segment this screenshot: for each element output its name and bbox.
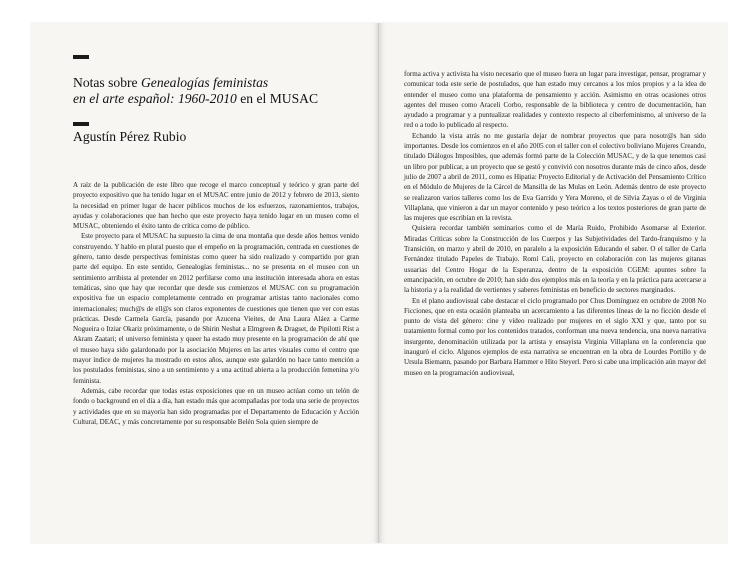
paragraph: forma activa y activista ha visto necesario que el museo fuera un lugar para investigar, pensar, programar y comunicar toda este serie de postulados, que han estado muy cercanos a los míos propios y a la idea de entender el museo como una plataforma de pensamiento y acción. Asimismo en otras ocasiones otros agentes del museo como Araceli Corbo, responsable de la biblioteca y centro de documentación, han ayudado a programar y a puntualizar realidades y contexto respecto al ciberfeminismo, al universo de la red o a todo lo publicado al respecto.: [404, 70, 706, 130]
paragraph: Quisiera recordar también seminarios como el de María Ruido, Prohibido Asomarse al Exterior. Miradas Críticas sobre la Construcción de los Cuerpos y las Subjetividades del Tardo-franquismo y la Transición, en marzo y abril de 2010, en paralelo a la exposición Educando el saber. O el taller de Carla Fernández titulado Papeles de Trabajo. Romí Cali, proyecto en colaboración con las mujeres gitanas usuarias del Centro Hogar de la Esperanza, dentro de la exposición CGEM: apuntes sobre la emancipación, en octubre de 2010; han sido dos ejemplos más en la teoría y en la práctica para acercarse a la historia y a la realidad de vertientes y saberes feministas en beneficio de sectores marginados.: [404, 224, 706, 295]
right-page: [380, 23, 727, 543]
paragraph: En el plano audiovisual cabe destacar el ciclo programado por Chus Domínguez en octubre de 2008 No Ficciones, que en esta ocasión planteaba un acercamiento a las diferentes líneas de la no ficción desde el punto de vista del género: cine y vídeo realizado por mujeres en el siglo XXI y que, tanto por su tratamiento formal como por los contenidos tratados, conforman una nueva tendencia, una nueva narrativa insurgente, denominación utilizada por la artista y ensayista Virginia Villaplana en la conferencia que inauguró el ciclo. Algunos ejemplos de esta narrativa se encuentran en la obra de Lourdes Portillo y de Ursula Biemann, pasando por Barbara Hammer e Hito Steyerl. Pero si cabe una implicación aún mayor del museo en la programación audiovisual,: [404, 296, 706, 377]
book-spread: [31, 23, 727, 543]
author-name: Agustín Pérez Rubio: [73, 129, 187, 144]
body-text: [73, 180, 359, 427]
left-page: [31, 23, 378, 543]
article-title: Notas sobre Genealogías feministas en el arte español: 1960-2010 en el MUSAC: [73, 75, 319, 106]
paragraph: Echando la vista atrás no me gustaría dejar de nombrar proyectos que para nosotr@s han sido importantes. Desde los comienzos en el año 2005 con el taller con el colectivo boliviano Mujeres Creando, titulado Diálogos Imposibles, que además formó parte de la Colección MUSAC, y de la que tenemos casi un libro por publicar, a un proyecto que se gestó y convivió con nosotros durante más de cinco años, desde julio de 2007 a abril de 2011, como es Hipatia: Proyecto Editorial y de Activación del Pensamiento Crítico en el Módulo de Mujeres de la Cárcel de Mansilla de las Mulas en León. Además dentro de este proyecto se realizaron varios talleres como los de Eva Garrido y Yera Moreno, el de Silvia Zayas o el de Virginia Villaplana, que vinieron a dar un mayor contenido y peso teórico a los textos posteriores de gran parte de las mujeres que escribían en la revista.: [404, 131, 706, 223]
paragraph: A raíz de la publicación de este libro que recoge el marco conceptual y teórico y gran parte del proyecto expositivo que ha tenido lugar en el MUSAC entre junio de 2012 y febrero de 2013, siento la necesidad en primer lugar de hacer públicos muchos de los esfuerzos, razonamientos, trabajos, ayudas y colaboraciones que han hecho que este proyecto haya tenido lugar en un museo como el MUSAC, obteniendo el éxito tanto de crítica como de público.: [73, 181, 359, 231]
paragraph: Este proyecto para el MUSAC ha supuesto la cima de una montaña que desde años hemos venido construyendo. Y hablo en plural puesto que el empeño en la programación, centrada en cuestiones de género, tanto desde perspectivas feministas como queer ha sido realizado y compartido por gran parte del equipo. En este sentido, Genealogías feministas... no se presenta en el museo con un sentimiento arribista al pretender en 2012 perfilarse como una institución interesada ahora en estas temáticas, sino que hay que recordar que desde sus comienzos el MUSAC con su programación expositiva fue un espacio completamente centrado en programar artistas tanto nacionales como internacionales; much@s de ell@s son claros exponentes de cuestiones que tienen que ver con estas prácticas. Desde Carmela García, pasando por Azucena Vieites, de Ana Laura Aláez a Carme Nogueira o Itziar Okariz próximamente, o de Shirin Neshat a Elmgreen & Dragset, de Pipilotti Rist a Akram Zaatari; el universo feminista y queer ha estado muy presente en la programación de ahí que el museo haya sido galardonado por la asociación Mujeres en las artes visuales como el centro que mayor índice de mujeres ha mostrado en estos años, aunque este galardón no hace tanto mención a los postulados feministas, sino a un sentimiento y a una actitud abierta a la producción femenina y/o feminista.: [73, 232, 359, 385]
body-text: [404, 69, 706, 378]
decorative-bar: [73, 55, 89, 59]
paragraph: Además, cabe recordar que todas estas exposiciones que en un museo actúan como un telón de fondo o background en el día a día, han estado más que acompañadas por toda una serie de proyectos y actividades que en su mayoría han sido programadas por el Departamento de Educación y Acción Cultural, DEAC, y más concretamente por su responsable Belén Sola quien siempre de: [73, 386, 359, 426]
decorative-bar: [73, 122, 89, 126]
